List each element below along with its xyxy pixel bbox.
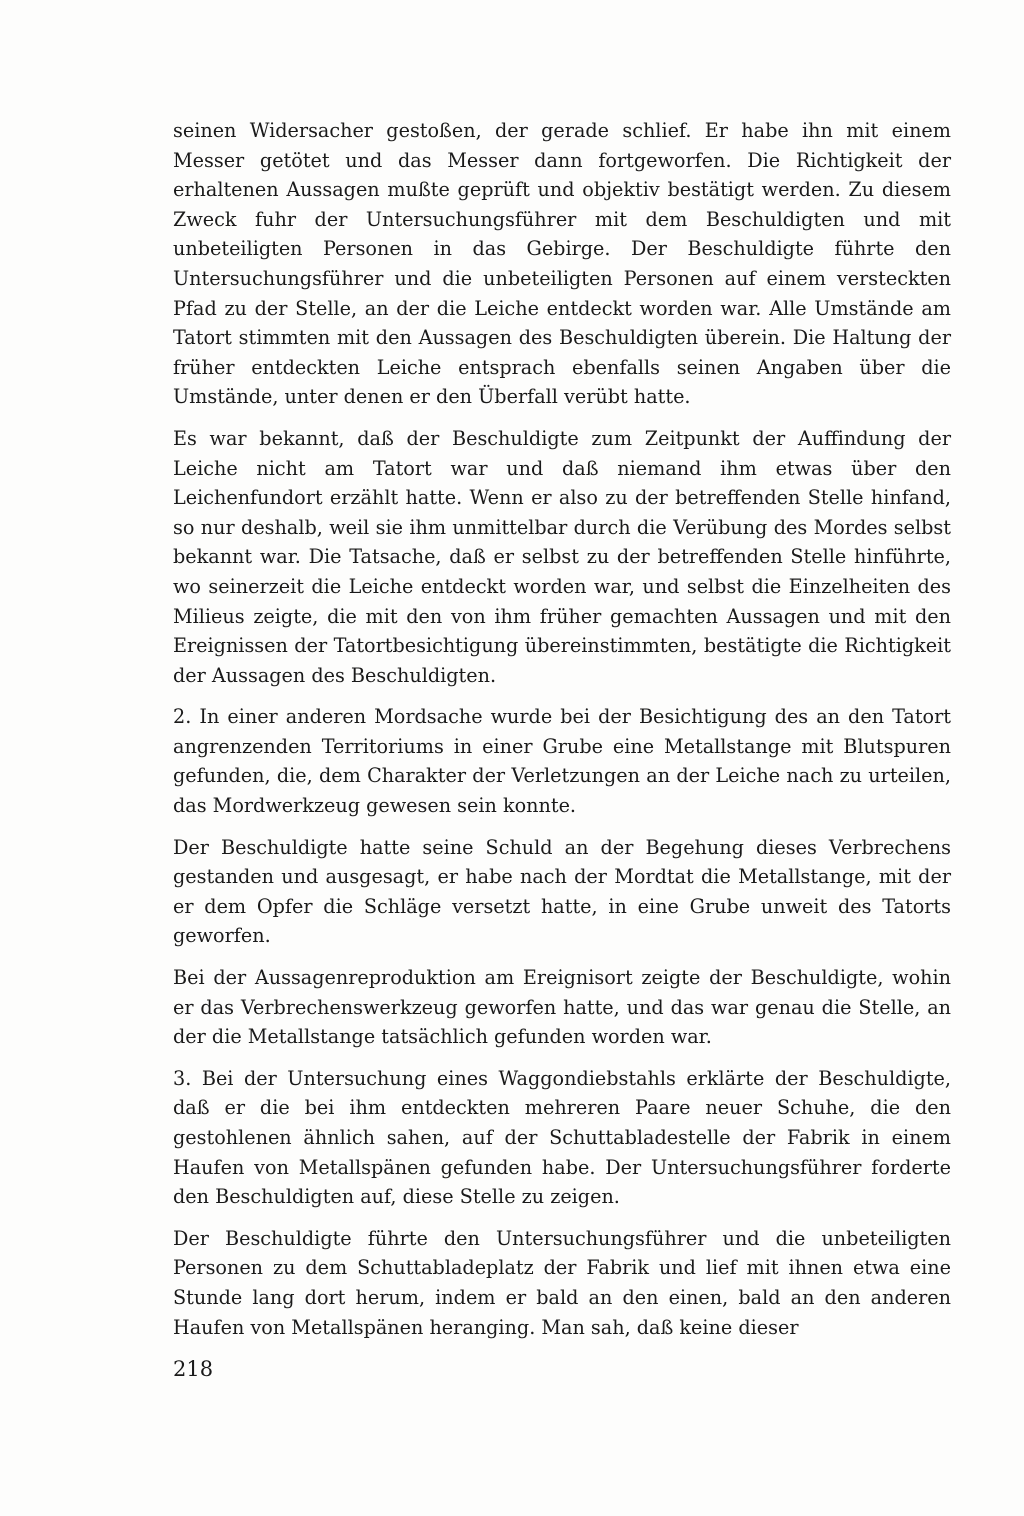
body-text	[173, 116, 951, 1354]
paragraph-2: Es war bekannt, daß der Beschuldigte zum Zeitpunkt der Auffindung der Leiche nicht am Tatort war und daß niemand ihm etwas über den Leichenfundort erzählt hatte. Wenn er also zu der betreffenden Stelle hinfand, so nur deshalb, weil sie ihm unmittelbar durch die Verübung des Mordes selbst bekannt war. Die Tatsache, daß er selbst zu der betreffenden Stelle hinführte, wo seinerzeit die Leiche entdeckt worden war, und selbst die Einzelheiten des Milieus zeigte, die mit den von ihm früher gemachten Aussagen und mit den Ereignissen der Tatortbesichtigung übereinstimmten, bestätigte die Richtigkeit der Aussagen des Beschuldigten.	[173, 426, 951, 687]
page-number: 218	[173, 1357, 214, 1381]
paragraph-1: seinen Widersacher gestoßen, der gerade schlief. Er habe ihn mit einem Messer getötet und das Messer dann fortgeworfen. Die Richtigkeit der erhaltenen Aussagen mußte geprüft und objektiv bestätigt werden. Zu diesem Zweck fuhr der Untersuchungsführer mit dem Beschuldigten und mit unbeteiligten Personen in das Gebirge. Der Beschuldigte führte den Untersuchungsführer und die unbeteiligten Personen auf einem versteckten Pfad zu der Stelle, an der die Leiche entdeckt worden war. Alle Umstände am Tatort stimmten mit den Aussagen des Beschuldigten überein. Die Haltung der früher entdeckten Leiche entsprach ebenfalls seinen Angaben über die Umstände, unter denen er den Überfall verübt hatte.	[173, 119, 951, 409]
paragraph-7: Der Beschuldigte führte den Untersuchungsführer und die unbeteiligten Personen zu dem Schuttabladeplatz der Fabrik und lief mit ihnen etwa eine Stunde lang dort herum, indem er bald an den einen, bald an den anderen Haufen von Metallspänen heranging. Man sah, daß keine dieser	[173, 1226, 951, 1339]
paragraph-6: 3. Bei der Untersuchung eines Waggondiebstahls erklärte der Beschuldigte, daß er die bei ihm entdeckten mehreren Paare neuer Schuhe, die den gestohlenen ähnlich sahen, auf der Schuttabladestelle der Fabrik in einem Haufen von Metallspänen gefunden habe. Der Untersuchungsführer forderte den Beschuldigten auf, diese Stelle zu zeigen.	[173, 1066, 951, 1209]
paragraph-3: 2. In einer anderen Mordsache wurde bei der Besichtigung des an den Tatort angrenzenden Territoriums in einer Grube eine Metallstange mit Blutspuren gefunden, die, dem Charakter der Verletzungen an der Leiche nach zu urteilen, das Mordwerkzeug gewesen sein konnte.	[173, 705, 951, 818]
paragraph-4: Der Beschuldigte hatte seine Schuld an der Begehung dieses Verbrechens gestanden und ausgesagt, er habe nach der Mordtat die Metallstange, mit der er dem Opfer die Schläge versetzt hatte, in eine Grube unweit des Tatorts geworfen.	[173, 835, 951, 948]
paragraph-5: Bei der Aussagenreproduktion am Ereignisort zeigte der Beschuldigte, wohin er das Verbrechenswerkzeug geworfen hatte, und das war genau die Stelle, an der die Metallstange tatsächlich gefunden worden war.	[173, 966, 951, 1049]
